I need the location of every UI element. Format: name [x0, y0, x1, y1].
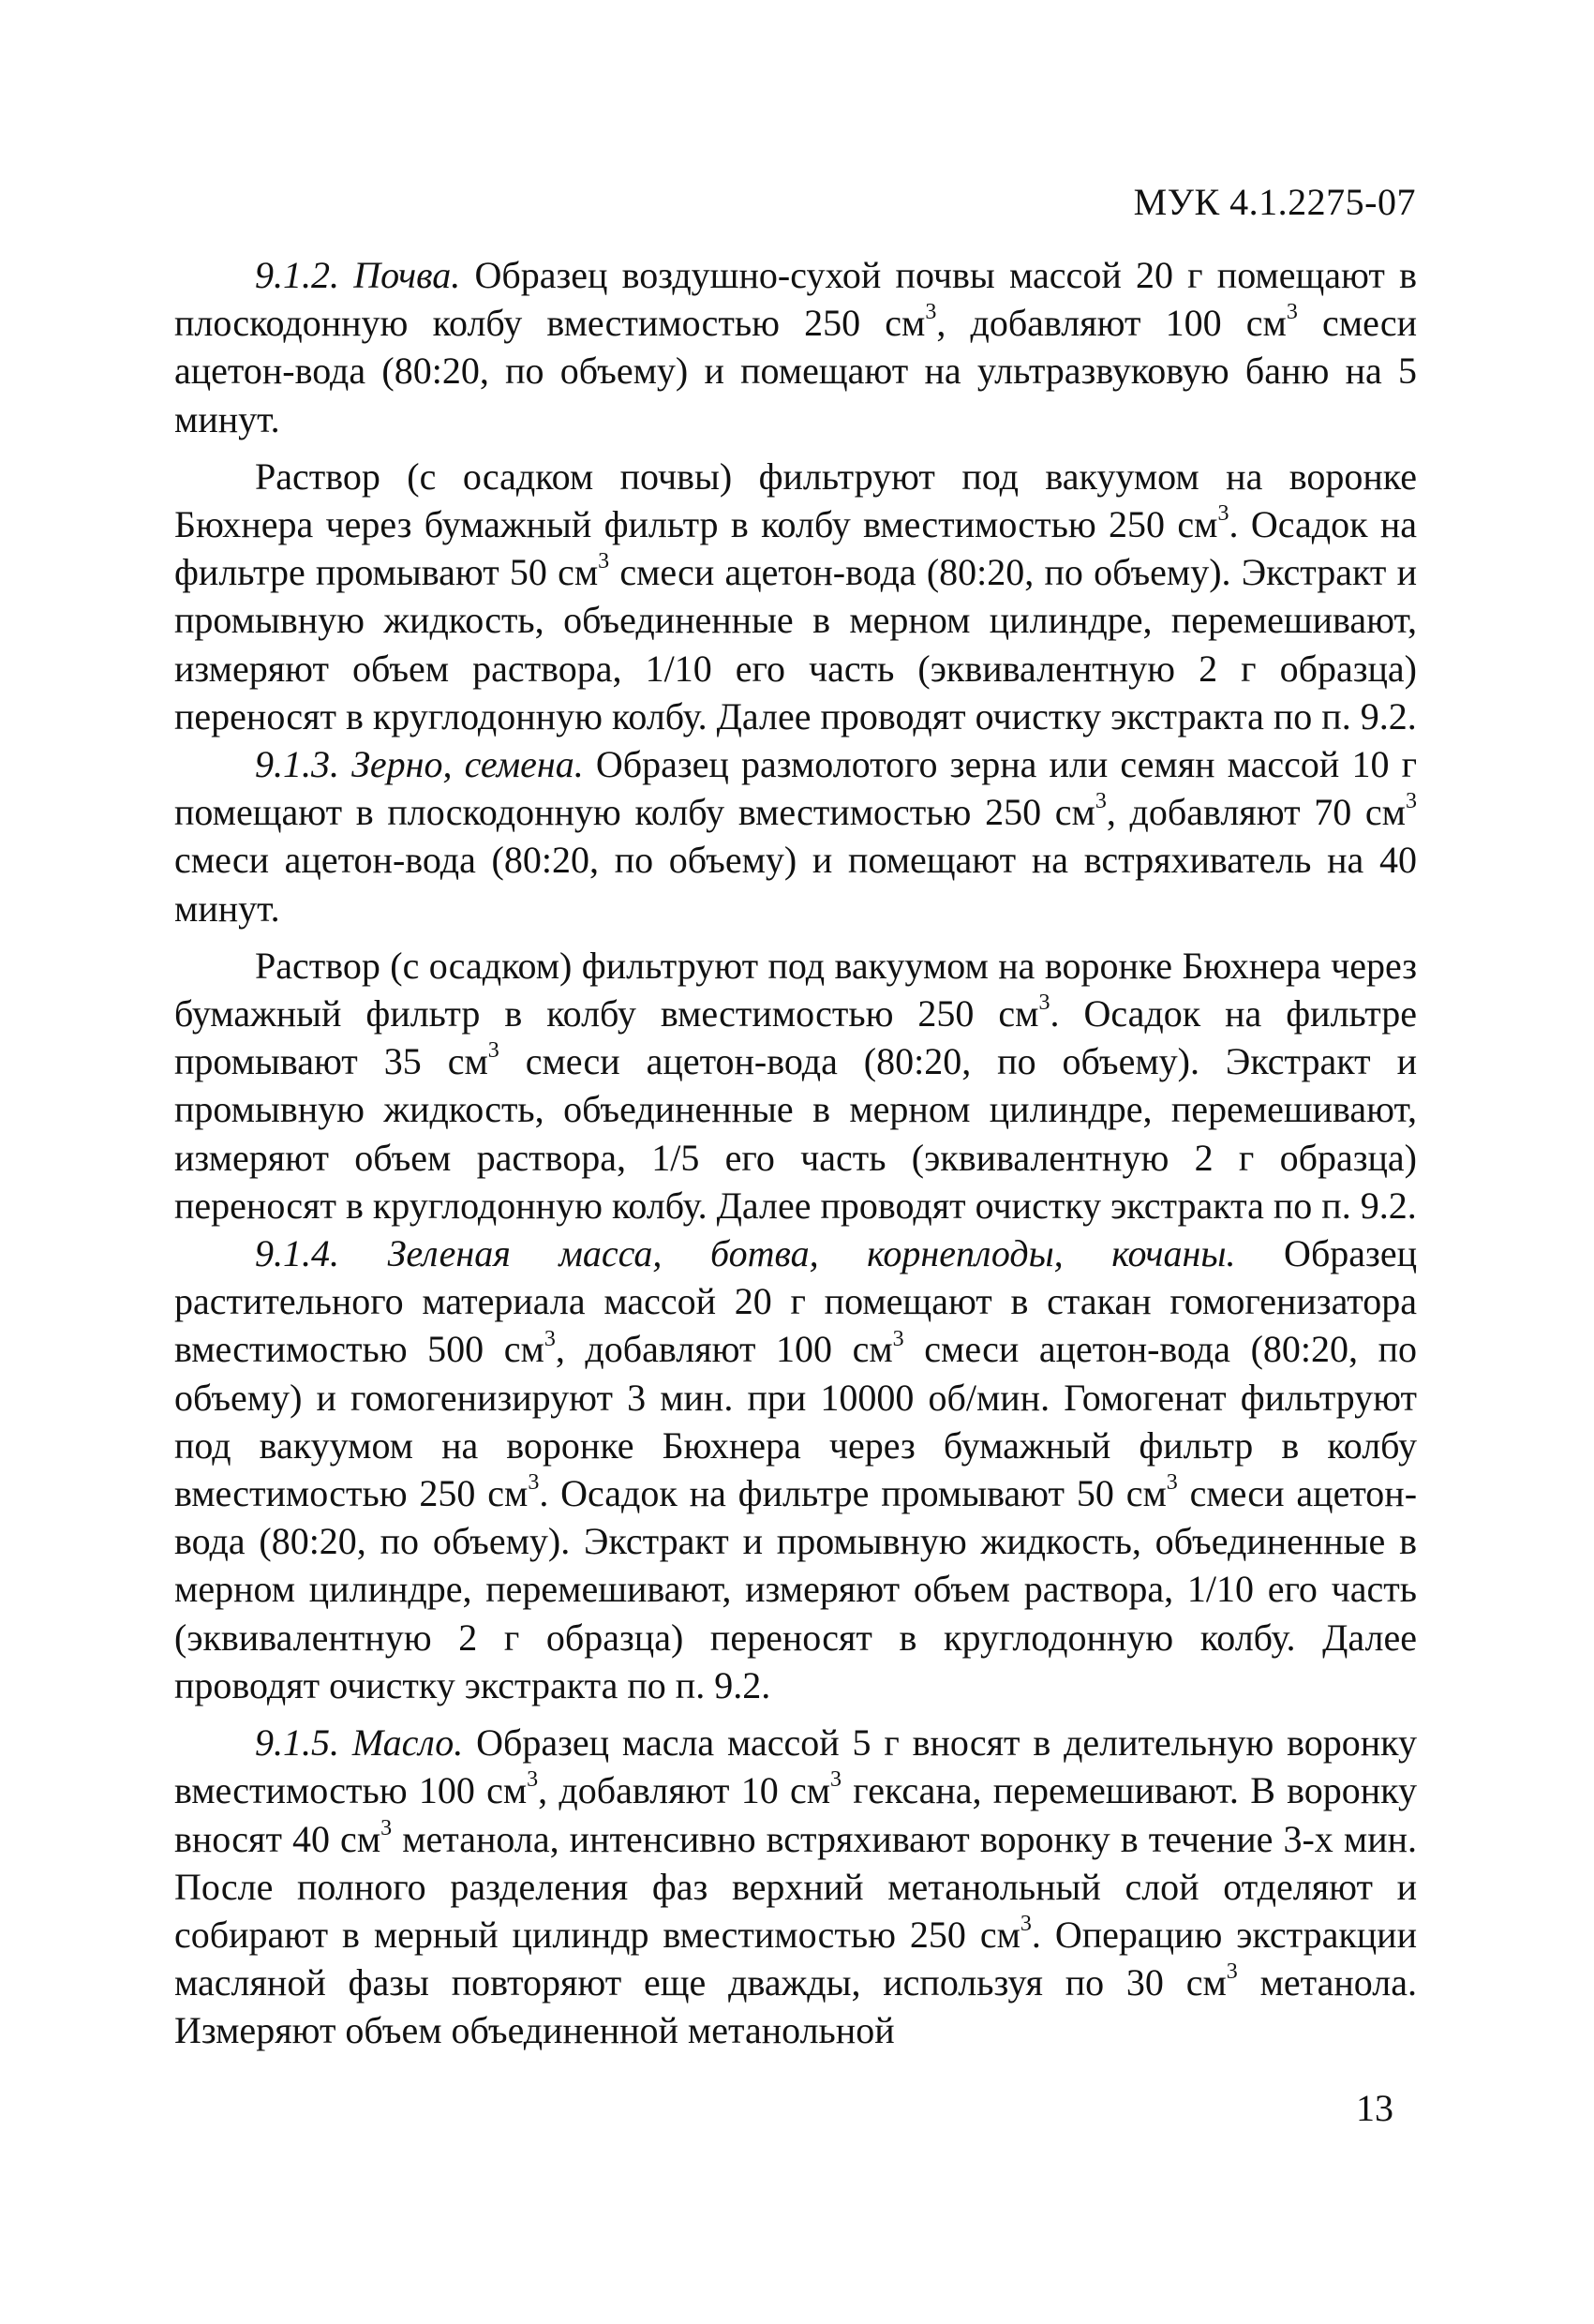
superscript: 3: [1095, 789, 1107, 814]
paragraph-grain-filtration: [174, 942, 1417, 1229]
paragraph-text: смеси ацетон-вода (80:20, по объему) и помещают на ультразвуковую баню на 5 минут.: [174, 302, 1418, 440]
section-heading-soil: 9.1.2. Почва.: [255, 254, 461, 296]
superscript: 3: [598, 549, 610, 574]
paragraph-text: смеси ацетон-вода (80:20, по объему). Экстракт и промывную жидкость, объединенные в мерном цилиндре, перемешивают, измеряют объем раствора, 1/10 его часть (эквивалентную 2 г образца) переносят в круглодонную колбу. Далее проводят очистку экстракта по п. 9.2.: [174, 1472, 1418, 1706]
paragraph-text: , добавляют 70 см: [1106, 791, 1406, 834]
paragraph-text: Образец масла массой 5 г вносят в делительную воронку вместимостью 100 см: [174, 1721, 1417, 1812]
paragraph-text: смеси ацетон-вода (80:20, по объему). Экстракт и промывную жидкость, объединенные в мерном цилиндре, перемешивают, измеряют объем раствора, 1/10 его часть (эквивалентную 2 г образца) переносят в круглодонную колбу. Далее проводят очистку экстракта по п. 9.2.: [174, 551, 1418, 737]
paragraph-soil-filtration: [174, 453, 1417, 740]
superscript: 3: [487, 1038, 499, 1064]
page-number: 13: [1356, 2087, 1393, 2129]
page-body: [174, 251, 1417, 2055]
superscript: 3: [925, 300, 937, 325]
paragraph-text: . Осадок на фильтре промывают 35 см: [174, 992, 1417, 1083]
document-code: МУК 4.1.2275-07: [1133, 181, 1416, 223]
paragraph-text: , добавляют 100 см: [555, 1328, 893, 1371]
paragraph-text: смеси ацетон-вода (80:20, по объему) и помещают на встряхиватель на 40 минут.: [174, 839, 1417, 930]
paragraph-text: метанола, интенсивно встряхивают воронку в течение 3-х мин. После полного разделения фаз верхний метанольный слой отделяют и собирают в мерный цилиндр вместимостью 250 см: [174, 1817, 1418, 1956]
paragraph-oil: [174, 1719, 1417, 2054]
paragraph-text: Образец воздушно-сухой почвы массой 20 г помещают в плоскодонную колбу вместимостью 250 см: [174, 254, 1417, 345]
paragraph-text: метанола. Измеряют объем объединенной метанольной: [174, 1961, 1417, 2052]
paragraph-text: смеси ацетон-вода (80:20, по объему) и гомогенизируют 3 мин. при 10000 об/мин. Гомогенат фильтруют под вакуумом на воронке Бюхнера через бумажный фильтр в колбу вместимостью 250 см: [174, 1328, 1418, 1515]
paragraph-text: Образец растительного материала массой 20 г помещают в стакан гомогенизатора вместимостью 500 см: [174, 1232, 1418, 1371]
paragraph-text: гексана, перемешивают. В воронку вносят 40 см: [174, 1769, 1418, 1860]
paragraph-text: Раствор (с осадком почвы) фильтруют под вакуумом на воронке Бюхнера через бумажный фильтр в колбу вместимостью 250 см: [174, 454, 1417, 546]
superscript: 3: [830, 1767, 842, 1793]
paragraph-text: . Осадок на фильтре промывают 50 см: [539, 1472, 1167, 1515]
paragraph-text: смеси ацетон-вода (80:20, по объему). Экстракт и промывную жидкость, объединенные в мерном цилиндре, перемешивают, измеряют объем раствора, 1/5 его часть (эквивалентную 2 г образца) переносят в круглодонную колбу. Далее проводят очистку экстракта по п. 9.2.: [174, 1040, 1417, 1227]
superscript: 3: [1166, 1470, 1178, 1496]
superscript: 3: [1020, 1911, 1032, 1936]
paragraph-text: , добавляют 10 см: [538, 1769, 831, 1812]
superscript: 3: [892, 1326, 904, 1351]
paragraph-text: . Операцию экстракции масляной фазы повторяют еще дважды, используя по 30 см: [174, 1913, 1417, 2004]
superscript: 3: [528, 1470, 540, 1496]
superscript: 3: [544, 1326, 556, 1351]
section-heading-oil: 9.1.5. Масло.: [255, 1721, 464, 1765]
paragraph-text: Образец размолотого зерна или семян массой 10 г помещают в плоскодонную колбу вместимостью 250 см: [174, 743, 1417, 834]
paragraph-text: , добавляют 100 см: [936, 302, 1287, 345]
paragraph-text: Раствор (с осадком) фильтруют под вакуумом на воронке Бюхнера через бумажный фильтр в колбу вместимостью 250 см: [174, 944, 1417, 1035]
superscript: 3: [1286, 300, 1298, 325]
section-heading-green-mass: 9.1.4. Зеленая масса, ботва, корнеплоды, кочаны.: [255, 1232, 1236, 1275]
paragraph-text: . Осадок на фильтре промывают 50 см: [174, 503, 1418, 594]
paragraph-soil: [174, 251, 1417, 443]
superscript: 3: [380, 1815, 393, 1840]
superscript: 3: [1038, 991, 1050, 1016]
superscript: 3: [1226, 1959, 1238, 1985]
superscript: 3: [527, 1767, 539, 1793]
superscript: 3: [1217, 501, 1229, 527]
section-heading-grain: 9.1.3. Зерно, семена.: [255, 743, 584, 786]
superscript: 3: [1406, 789, 1417, 814]
paragraph-grain: [174, 740, 1417, 932]
paragraph-green-mass: [174, 1229, 1417, 1709]
